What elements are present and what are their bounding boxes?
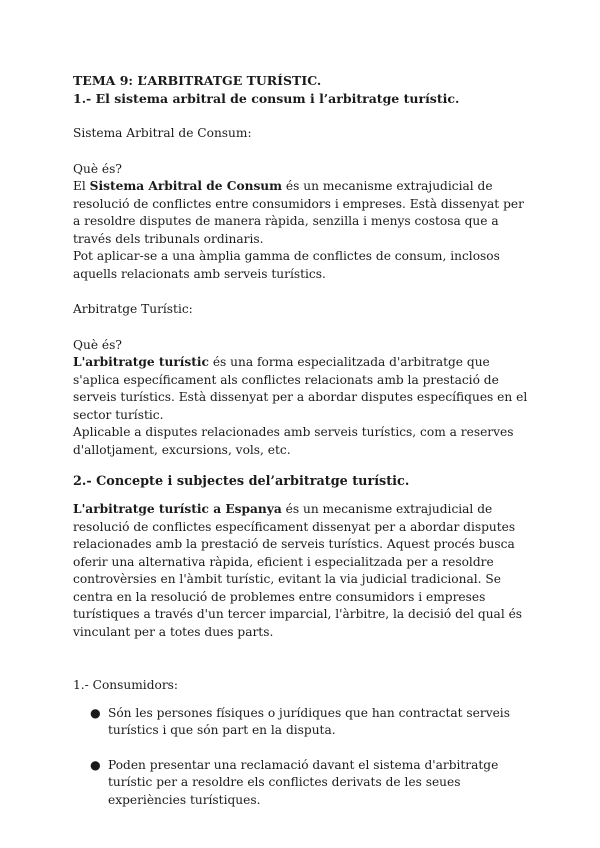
paragraph-1b: Pot aplicar-se a una àmplia gamma de conflictes de consum, inclosos aquells relacionats amb serveis turístics. <box>73 249 500 281</box>
document-content <box>73 72 533 809</box>
document-title: TEMA 9: L’ARBITRATGE TURÍSTIC. <box>73 73 322 88</box>
subheading-sistema-arbitral: Sistema Arbitral de Consum: <box>73 126 252 140</box>
section-2-heading: 2.- Concepte i subjectes del’arbitratge turístic. <box>73 474 410 489</box>
subheading-arbitratge-turistic: Arbitratge Turístic: <box>73 302 193 316</box>
paragraph-2b: Aplicable a disputes relacionades amb serveis turístics, com a reserves d'allotjament, excursions, vols, etc. <box>73 425 514 457</box>
list-item: ● Poden presentar una reclamació davant el sistema d'arbitratge turístic per a resoldre els conflictes derivats de les seues experiències turístiques. <box>90 757 499 807</box>
paragraph-2: L'arbitratge turístic és una forma especialitzada d'arbitratge que s'aplica específicament als conflictes relacionats amb la prestació de serveis turístics. Està dissenyat per a abordar disputes específiques en el sector turístic. <box>73 355 528 422</box>
bullet-icon: ● <box>90 705 101 720</box>
subheading-consumidors: 1.- Consumidors: <box>73 678 179 692</box>
consumidors-list <box>73 705 533 810</box>
paragraph-1: El Sistema Arbitral de Consum és un mecanisme extrajudicial de resolució de conflictes entre consumidors i empreses. Està dissenyat per a resoldre disputes de manera ràpida, senzilla i menys costosa que a través dels tribunals ordinaris. <box>73 179 524 246</box>
question-1: Què és? <box>73 161 122 176</box>
list-item: ● Són les persones físiques o jurídiques que han contractat serveis turístics i que són part en la disputa. <box>90 705 510 737</box>
question-2: Què és? <box>73 337 122 352</box>
section-1-heading: 1.- El sistema arbitral de consum i l’arbitratge turístic. <box>73 90 460 106</box>
bullet-icon: ● <box>90 757 101 772</box>
paragraph-3: L'arbitratge turístic a Espanya és un mecanisme extrajudicial de resolució de conflictes específicament dissenyat per a abordar disputes relacionades amb la prestació de serveis turístics. Aquest procés busca oferir una alternativa ràpida, eficient i especialitzada per a resoldre controvèrsies en l'àmbit turístic, evitant la via judicial tradicional. Se centra en la resolució de problemes entre consumidors i empreses turístiques a través d'un tercer imparcial, l'àrbitre, la decisió del qual és vinculant per a totes dues parts. <box>73 502 523 639</box>
